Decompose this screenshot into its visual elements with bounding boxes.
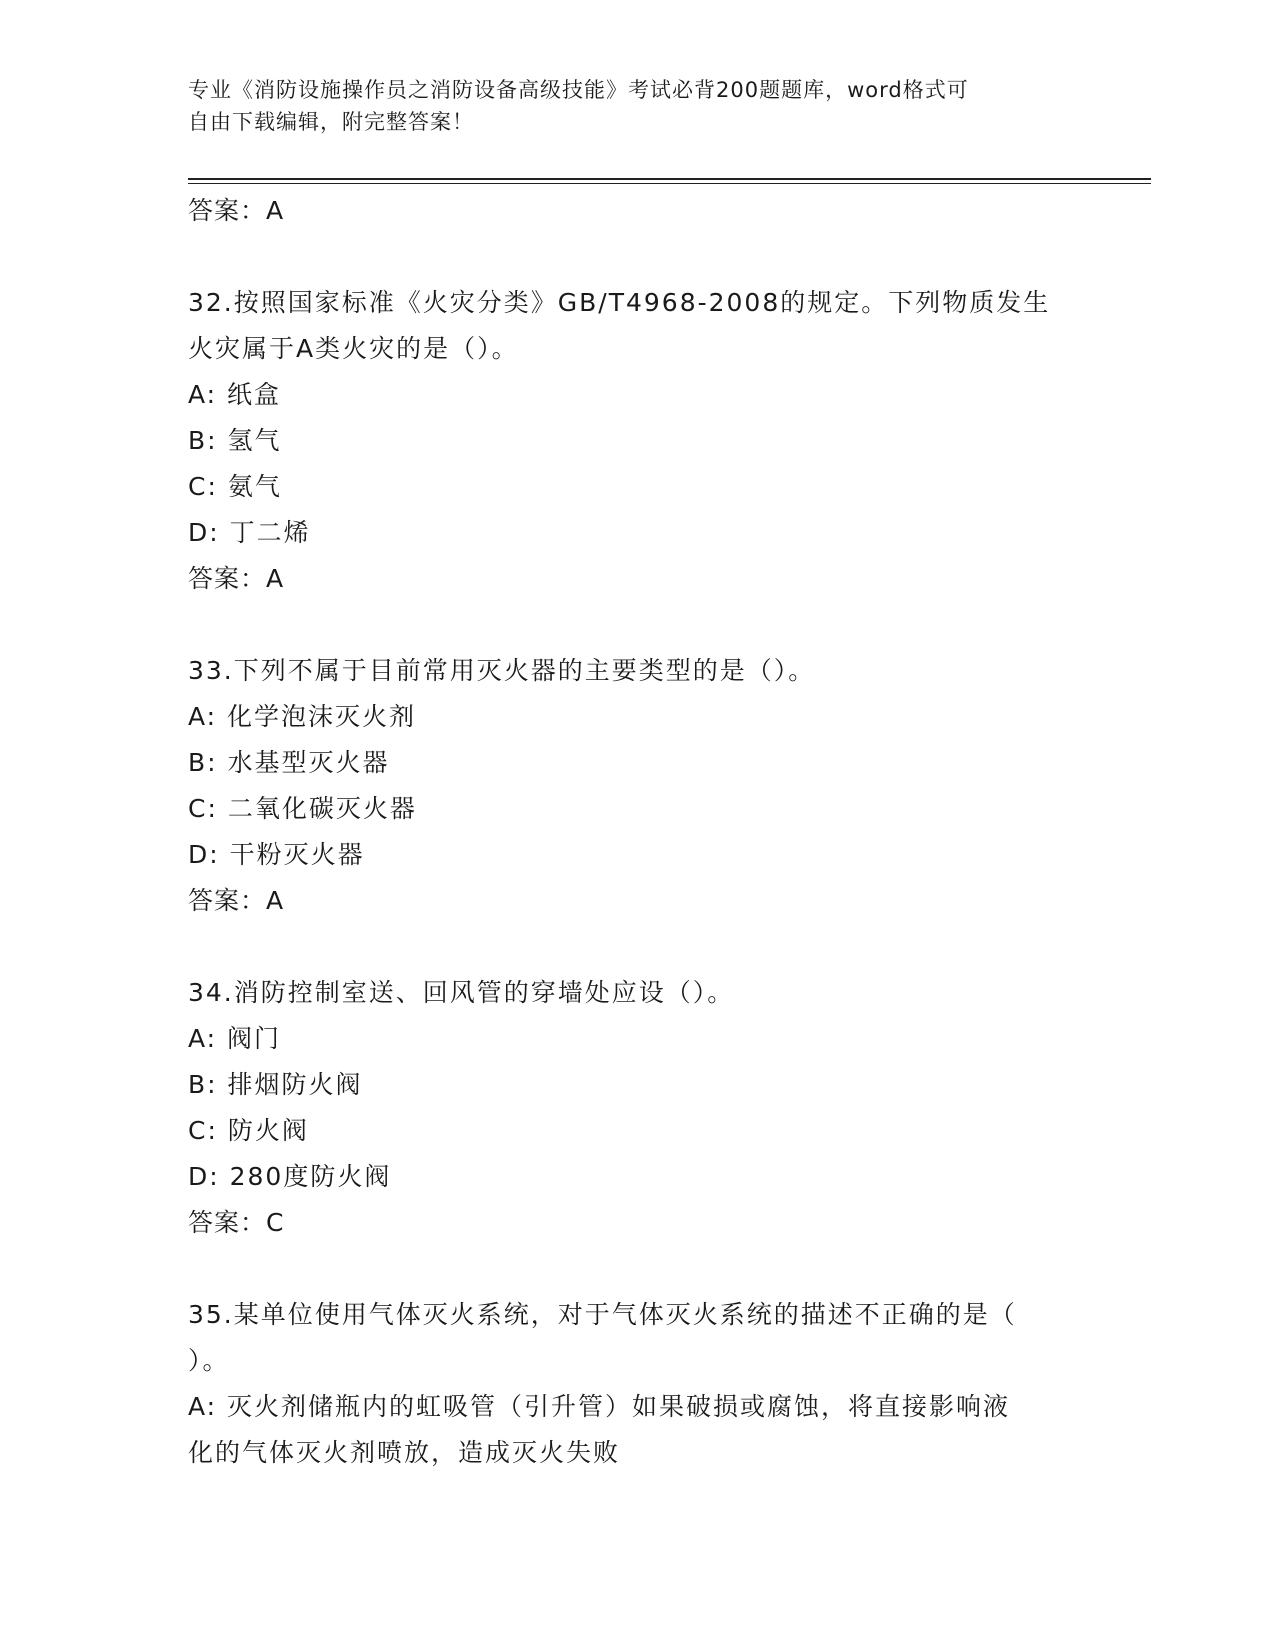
option-c: C: 二氧化碳灭火器 [188,794,417,823]
option-a: A: 灭火剂储瓶内的虹吸管（引升管）如果破损或腐蚀，将直接影响液 [188,1392,1011,1421]
question-stem: 33.下列不属于目前常用灭火器的主要类型的是（）。 [188,656,816,685]
question-stem-cont: 火灾属于A类火灾的是（）。 [188,334,519,363]
answer-32: 答案：A [188,564,285,593]
header-rule-thick [188,178,1151,180]
answer-33: 答案：A [188,886,285,915]
question-34 [188,970,1088,1246]
option-d: D: 干粉灭火器 [188,840,365,869]
question-stem: 32.按照国家标准《火灾分类》GB/T4968-2008的规定。下列物质发生 [188,288,1051,317]
question-stem-cont: ）。 [188,1346,230,1375]
option-b: B: 氢气 [188,426,282,455]
question-35 [188,1292,1088,1476]
option-a-cont: 化的气体灭火剂喷放，造成灭火失败 [188,1438,621,1467]
page-header [188,74,1068,138]
header-line-1: 专业《消防设施操作员之消防设备高级技能》考试必背200题题库，word格式可 [188,78,969,102]
header-line-2: 自由下载编辑，附完整答案！ [188,110,474,134]
question-33 [188,648,1088,924]
question-stem: 35.某单位使用气体灭火系统，对于气体灭火系统的描述不正确的是（ [188,1300,1017,1329]
question-content [188,188,1088,1476]
answer-34: 答案：C [188,1208,285,1237]
option-b: B: 水基型灭火器 [188,748,390,777]
option-d: D: 280度防火阀 [188,1162,392,1191]
option-a: A: 阀门 [188,1024,282,1053]
answer-31: 答案：A [188,196,285,225]
question-32 [188,280,1088,602]
header-rule-thin [188,183,1151,184]
option-c: C: 防火阀 [188,1116,309,1145]
option-a: A: 化学泡沫灭火剂 [188,702,417,731]
question-stem: 34.消防控制室送、回风管的穿墙处应设（）。 [188,978,735,1007]
option-a: A: 纸盒 [188,380,282,409]
option-d: D: 丁二烯 [188,518,311,547]
option-c: C: 氨气 [188,472,282,501]
option-b: B: 排烟防火阀 [188,1070,363,1099]
